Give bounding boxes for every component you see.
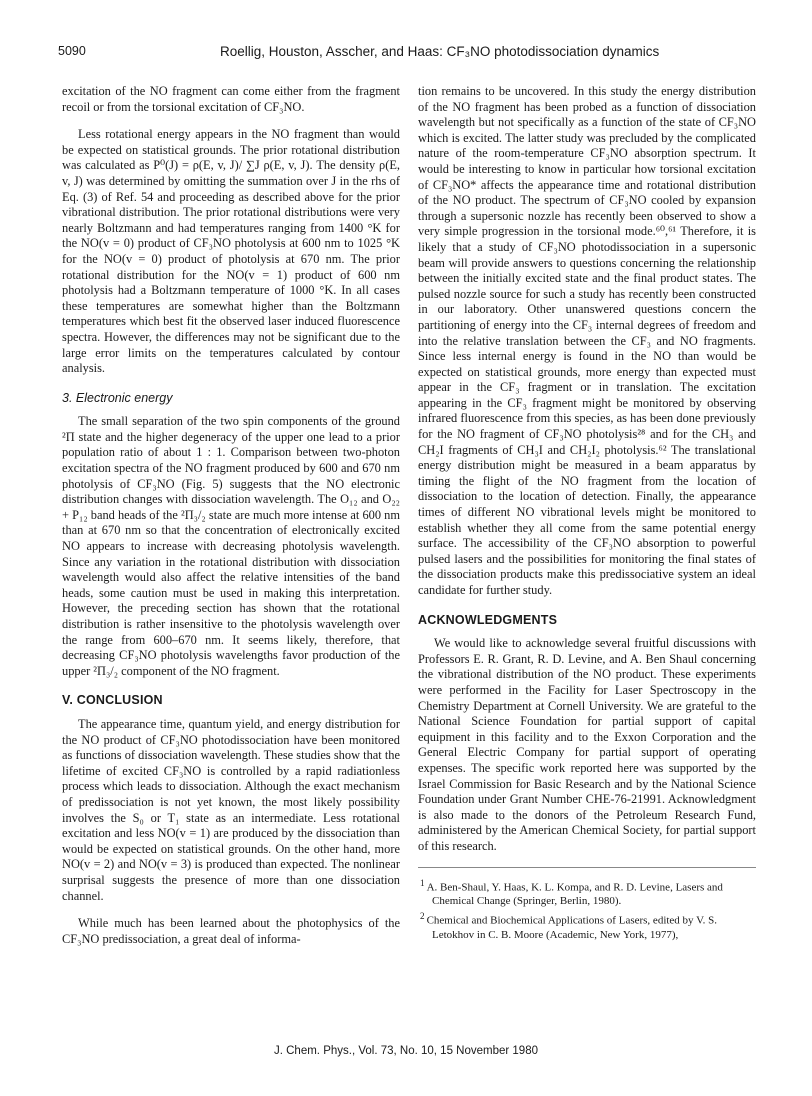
reference-item: [418, 876, 756, 909]
paragraph: Less rotational energy appears in the NO fragment than would be expected on statistical grounds. The prior rotational distribution was calculated as P⁰(J) = ρ(E, v, J)/ ∑J ρ(E, v, J). The density ρ(E, v, J) was determined by omitting the summation over J in the rhs of Eq. (3) of Ref. 54 and proceeding as described above for the prior vibrational distribution. The prior rotational distributions were very nearly Boltzmann and had temperatures ranging from 1400 °K for the NO(v = 0) product of CF₃NO photolysis at 600 nm to 1025 °K for the NO(v = 0) product of photolysis at 670 nm. The prior rotational distribution for the NO(v = 1) product of 600 nm photolysis had a Boltzmann temperature of 1000 °K. In all cases these temperatures are somewhat higher than the Boltzmann temperatures which best fit the observed laser induced fluorescence spectra. However, the differences may not be significant due to the large error limits on the temperatures calculated by contour analysis.: [62, 127, 400, 376]
paragraph: While much has been learned about the photophysics of the CF₃NO predissociation, a great deal of informa-: [62, 916, 400, 946]
page-number: 5090: [58, 44, 86, 58]
paragraph: The appearance time, quantum yield, and energy distribution for the NO product of CF₃NO photodissociation have been monitored as functions of dissociation wavelength. These studies show that the lifetime of excited CF₃NO is controlled by a rapid radiationless process which leads to dissociation. Although the exact mechanism of predissociation is not yet known, the most likely possibility involves the S₀ or T₁ state as an intermediate. Less rotational excitation and less NO(v = 1) are produced by the dissociation than would be expected on statistical grounds. On the other hand, more NO(v = 2) and NO(v = 3) is produced than expected. The nonlinear surprisal suggests the presence of more than one dissociation channel.: [62, 716, 400, 903]
page-header: [58, 44, 754, 64]
references: [418, 867, 756, 942]
paragraph: tion remains to be uncovered. In this study the energy distribution of the NO fragment has been probed as a function of dissociation wavelength but not specifically as a function of the state of CF₃NO which is excited. The latter study was precluded by the complicated nature of the room-temperature CF₃NO absorption spectrum. It would be interesting to know in particular how torsional excitation of CF₃NO* affects the appearance time and rotational distribution of the NO product. The spectrum of CF₃NO cooled by expansion through a supersonic nozzle has recently been observed to show a very simple progression in the torsional mode.⁶⁰,⁶¹ Therefore, it is likely that a study of CF₃NO photodissociation in a supersonic beam will provide answers to questions concerning the relationship between the initially excited state and the final product states. The pulsed nozzle source for such a study has recently been constructed in our laboratory. Other unanswered questions concern the partitioning of energy into the CF₃ internal degrees of freedom and into the relative translation between the CF₃ and NO fragments. Since less internal energy is found in the NO than would be expected on statistical grounds, more energy than expected must appear in the CF₃ fragment or in translation. The excitation appearing in the CF₃ fragment might be monitored by observing infrared fluorescence from this species, as has been done previously for the NO fragment of CF₃NO photolysis²⁸ and for the CH₃ and CH₂I fragments of CH₃I and CH₂I₂ photolysis.⁶² The translational energy distribution might be measured in a beam apparatus by timing the flight of the NO fragment from the location of dissociation to the location of detection. Finally, the appearance times of different NO vibrational levels might be monitored to establish whether they all come from the same potential energy surface. The accessibility of the CF₃NO absorption to powerful pulsed lasers and the possibilities for monitoring the final states of the dissociation products make this predissociative system an ideal candidate for further study.: [418, 84, 756, 597]
section-heading: ACKNOWLEDGMENTS: [418, 612, 558, 627]
paragraph: We would like to acknowledge several fruitful discussions with Professors E. R. Grant, R. D. Levine, and A. Ben Shaul concerning the vibrational distribution of the NO product. These experiments were performed in the Facility for Laser Spectroscopy in the Chemistry Department at Cornell University. We are grateful to the National Science Foundation for partial support of capital equipment in this facility and to the Exxon Corporation and the General Electric Company for partial support of operating expenses. The specific work reported here was supported by the Israel Commission for Basic Research and by the National Science Foundation under Grant Number CHE-76-21991. Acknowledgment is also made to the donors of the Petroleum Research Fund, administered by the American Chemical Society, for partial support of this research.: [418, 636, 756, 853]
reference-item: [418, 909, 756, 942]
journal-citation: J. Chem. Phys., Vol. 73, No. 10, 15 November 1980: [273, 1045, 538, 1057]
running-title: Roellig, Houston, Asscher, and Haas: CF₃NO photodissociation dynamics: [220, 44, 660, 59]
subsection-heading: 3. Electronic energy: [62, 390, 173, 405]
section-heading: V. CONCLUSION: [62, 693, 163, 708]
paragraph: The small separation of the two spin components of the ground ²Π state and the higher degeneracy of the upper one lead to a prior population ratio of about 1 : 1. Comparison between two-photon excitation spectra of the NO fragment produced by 600 and 670 nm photolysis of CF₃NO (Fig. 5) suggests that the NO electronic distribution changes with dissociation wavelength. The O₁₂ and O₂₂ + P₁₂ band heads of the ²Π₃/₂ state are much more intense at 600 nm than at 670 nm so that the concentration of electronically excited NO appears to increase with decreasing photolysis wavelength. Since any variation in the rotational distribution with dissociation wavelength would also affect the relative intensities of the band heads, some caution must be used in making this interpretation. However, the preceding section has shown that the rotational distribution is rather insensitive to the photolysis wavelength over the range from 600–670 nm. It seems likely, therefore, that decreasing CF₃NO photolysis wavelengths favor production of the upper ²Π₃/₂ component of the NO fragment.: [62, 414, 400, 678]
right-column: [418, 84, 756, 943]
reference-text: Chemical and Biochemical Applications of Lasers, edited by V. S. Letokhov in C. B. Moore (Academic, New York, 1977),: [426, 914, 718, 941]
reference-number: 2: [420, 911, 425, 922]
left-column: [62, 84, 400, 947]
reference-text: A. Ben-Shaul, Y. Haas, K. L. Kompa, and R. D. Levine, Lasers and Chemical Change (Springer, Berlin, 1980).: [426, 881, 723, 908]
paragraph: excitation of the NO fragment can come either from the fragment recoil or from the torsional excitation of CF₃NO.: [62, 84, 400, 114]
reference-number: 1: [420, 877, 425, 888]
